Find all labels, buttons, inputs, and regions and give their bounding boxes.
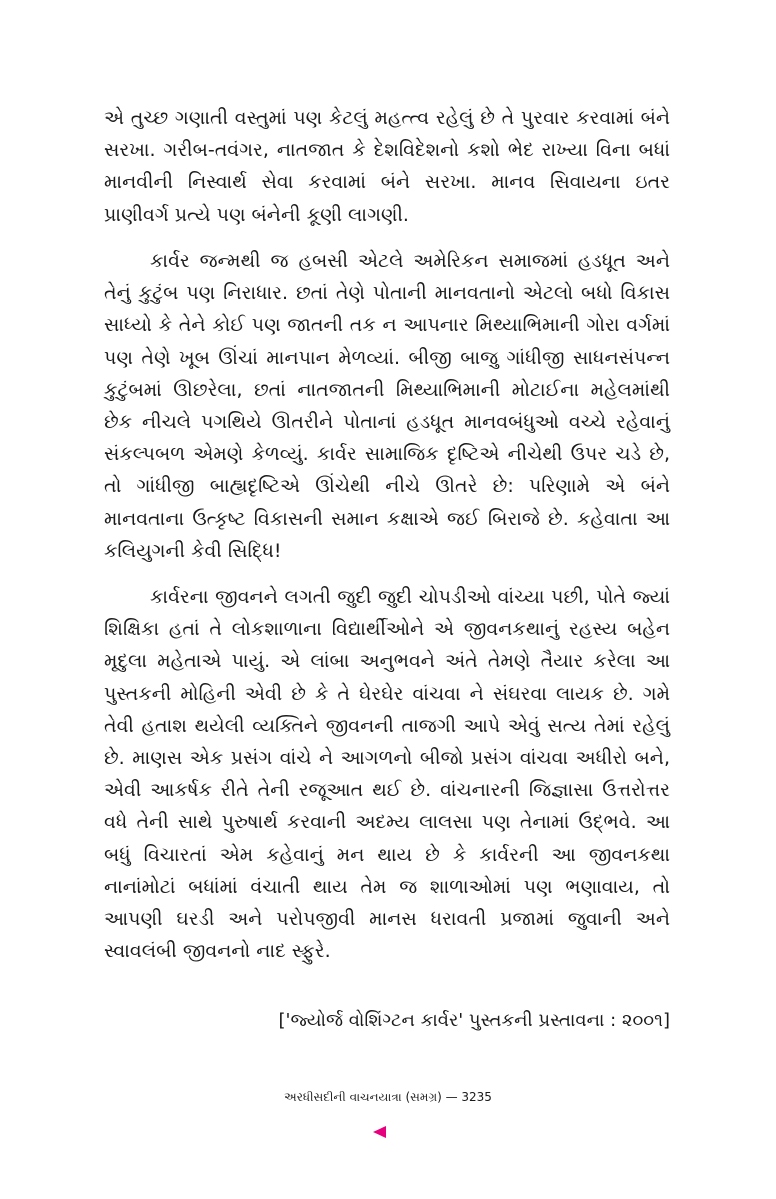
paragraph-text: એ તુચ્છ ગણાતી વસ્તુમાં પણ કેટલું મહત્ત્વ રહેલું છે તે પુરવાર કરવામાં બંને સરખા. ગરીબ-તવંગર, નાતજાત કે દેશવિદેશનો કશો ભેદ રાખ્યા વિના બધાં માનવીની નિસ્વાર્થ સેવા કરવામાં બંને સરખા. માનવ સિવાયના ઇતર પ્રાણીવર્ગ પ્રત્યે પણ બંનેની કૂણી લાગણી. [104,107,670,226]
paragraph [104,581,670,967]
paragraph-continued [104,102,670,231]
paragraph-text: કાર્વરના જીવનને લગતી જુદી જુદી ચોપડીઓ વાંચ્યા પછી, પોતે જ્યાં શિક્ષિકા હતાં તે લોકશાળાના વિદ્યાર્થીઓને એ જીવનકથાનું રહસ્ય બહેન મૃદુલા મહેતાએ પાયું. એ લાંબા અનુભવને અંતે તેમણે તૈયાર કરેલા આ પુસ્તકની મોહિની એવી છે કે તે ઘેરઘેર વાંચવા ને સંઘરવા લાયક છે. ગમે તેવી હતાશ થયેલી વ્યક્તિને જીવનની તાજગી આપે એવું સત્ય તેમાં રહેલું છે. માણસ એક પ્રસંગ વાંચે ને આગળનો બીજો પ્રસંગ વાંચવા અધીરો બને, એવી આકર્ષક રીતે તેની રજૂઆત થઈ છે. વાંચનારની જિજ્ઞાસા ઉત્તરોત્તર વધે તેની સાથે પુરુષાર્થ કરવાની અદમ્ય લાલસા પણ તેનામાં ઉદ્ભવે. આ બધું વિચારતાં એમ કહેવાનું મન થાય છે કે કાર્વરની આ જીવનકથા નાનાંમોટાં બધાંમાં વંચાતી થાય તેમ જ શાળાઓમાં પણ ભણાવાય, તો આપણી ઘરડી અને પરોપજીવી માનસ ધરાવતી પ્રજામાં જુવાની અને સ્વાવલંબી જીવનનો નાદ સ્ફુરે. [104,586,670,963]
paragraph [104,245,670,567]
page-footer: અરધીસદીની વાચનયાત્રા (સમગ્ર) — 3235 [284,1090,492,1104]
previous-page-triangle-left-icon[interactable] [373,1126,386,1138]
source-citation: ['જ્યોર્જ વોશિંગ્ટન કાર્વર' પુસ્તકની પ્રસ્તાવના : ૨૦૦૧] [278,1010,670,1031]
paragraph-text: કાર્વર જન્મથી જ હબસી એટલે અમેરિકન સમાજમાં હડધૂત અને તેનું કુટુંબ પણ નિરાધાર. છતાં તેણે પોતાની માનવતાનો એટલો બધો વિકાસ સાધ્યો કે તેને કોઈ પણ જાતની તક ન આપનાર મિથ્યાભિમાની ગોરા વર્ગમાં પણ તેણે ખૂબ ઊંચાં માનપાન મેળવ્યાં. બીજી બાજુ ગાંધીજી સાધનસંપન્ન કુટુંબમાં ઊછરેલા, છતાં નાતજાતની મિથ્યાભિમાની મોટાઈના મહેલમાંથી છેક નીચલે પગથિયે ઊતરીને પોતાનાં હડધૂત માનવબંધુઓ વચ્ચે રહેવાનું સંકલ્પબળ એમણે કેળવ્યું. કાર્વર સામાજિક દૃષ્ટિએ નીચેથી ઉપર ચડે છે, તો ગાંધીજી બાહ્યદૃષ્ટિએ ઊંચેથી નીચે ઊતરે છે: પરિણામે એ બંને માનવતાના ઉત્કૃષ્ટ વિકાસની સમાન કક્ષાએ જઈ બિરાજે છે. કહેવાતા આ કલિયુગની કેવી સિદ્ધિ! [104,250,670,562]
